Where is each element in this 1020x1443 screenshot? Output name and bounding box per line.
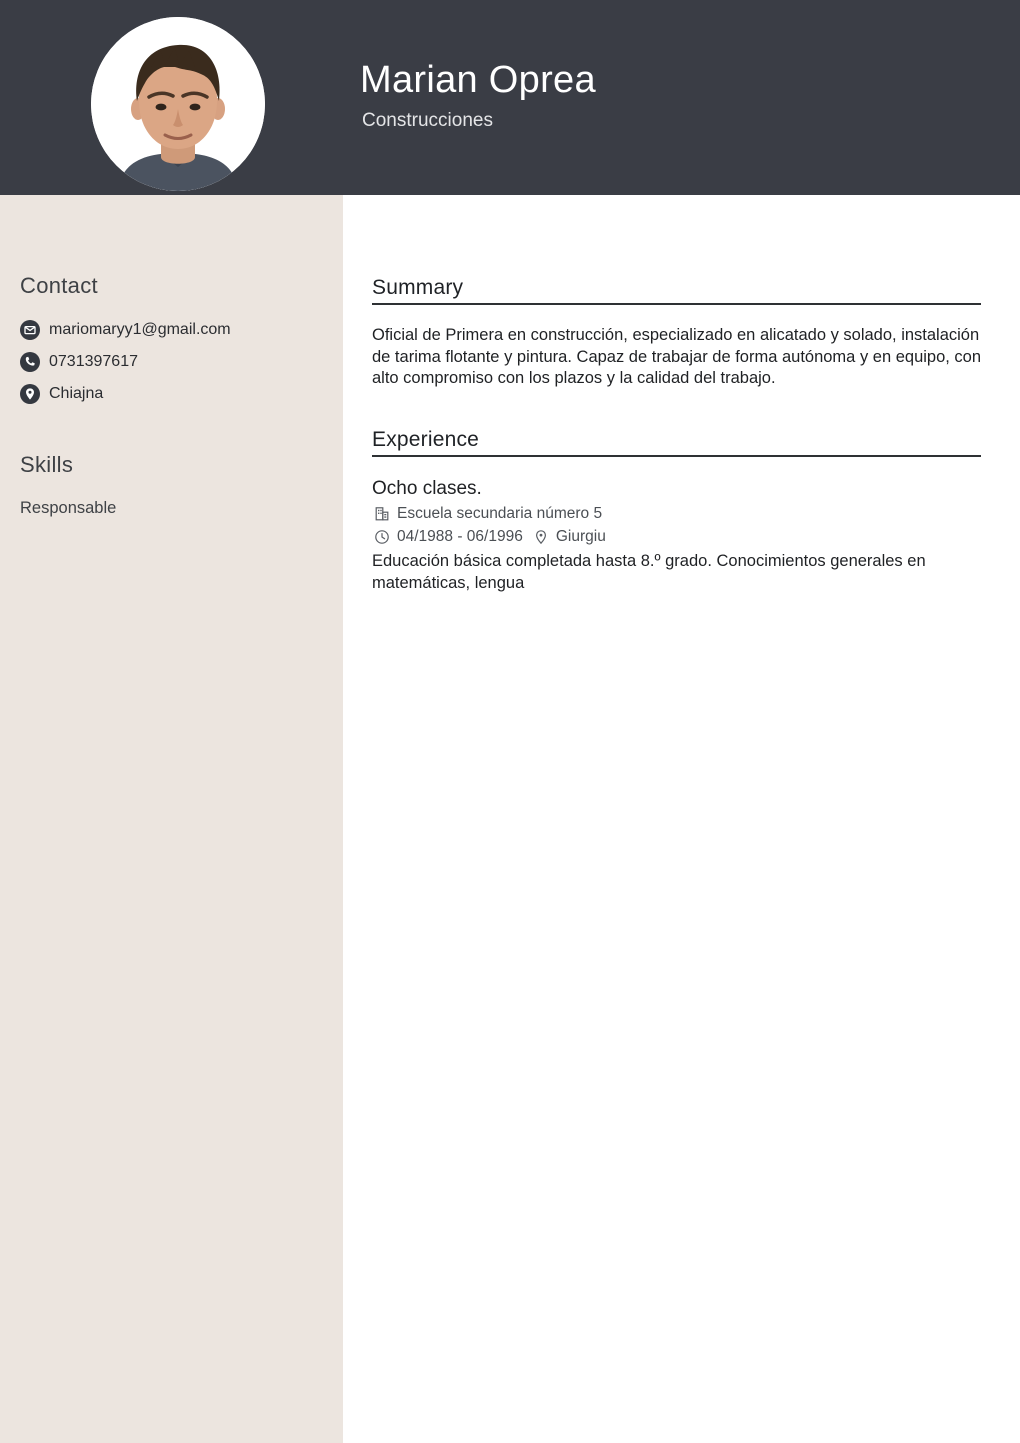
experience-entry-description: Educación básica completada hasta 8.º grado. Conocimientos generales en matemáticas, lengua	[372, 552, 926, 592]
experience-entry-organization: Escuela secundaria número 5	[397, 505, 603, 522]
contact-item-phone	[20, 352, 231, 372]
skills-heading: Skills	[20, 452, 74, 477]
summary-divider	[372, 303, 981, 305]
experience-entry-dates: 04/1988 - 06/1996	[397, 528, 523, 545]
contact-item-location	[20, 384, 231, 404]
experience-heading: Experience	[372, 428, 480, 451]
contact-heading: Contact	[20, 273, 98, 298]
contact-email-value: mariomaryy1@gmail.com	[49, 321, 231, 338]
person-name: Marian Oprea	[360, 59, 596, 101]
person-job-title: Construcciones	[362, 110, 493, 131]
summary-heading: Summary	[372, 276, 464, 299]
experience-entry-organization-row	[374, 505, 602, 523]
phone-icon	[20, 352, 40, 372]
contact-location-value: Chiajna	[49, 385, 104, 402]
contact-phone-value: 0731397617	[49, 353, 138, 370]
map-pin-icon	[533, 529, 549, 545]
experience-divider	[372, 455, 981, 457]
clock-icon	[374, 529, 390, 545]
experience-entry-location: Giurgiu	[555, 528, 606, 545]
experience-entry-title: Ocho clases.	[372, 478, 482, 499]
location-icon	[20, 384, 40, 404]
experience-entry-dates-row	[374, 528, 606, 546]
contact-item-email	[20, 320, 231, 340]
building-icon	[374, 506, 390, 522]
profile-photo	[91, 17, 265, 191]
summary-text: Oficial de Primera en construcción, especializado en alicatado y solado, instalación de tarima flotante y pintura. Capaz de trabajar de forma autónoma y en equipo, con alto compromiso con los plazos y la calidad del trabajo.	[372, 326, 982, 387]
contact-list	[20, 320, 231, 416]
skill-item: Responsable	[20, 499, 117, 517]
email-icon	[20, 320, 40, 340]
